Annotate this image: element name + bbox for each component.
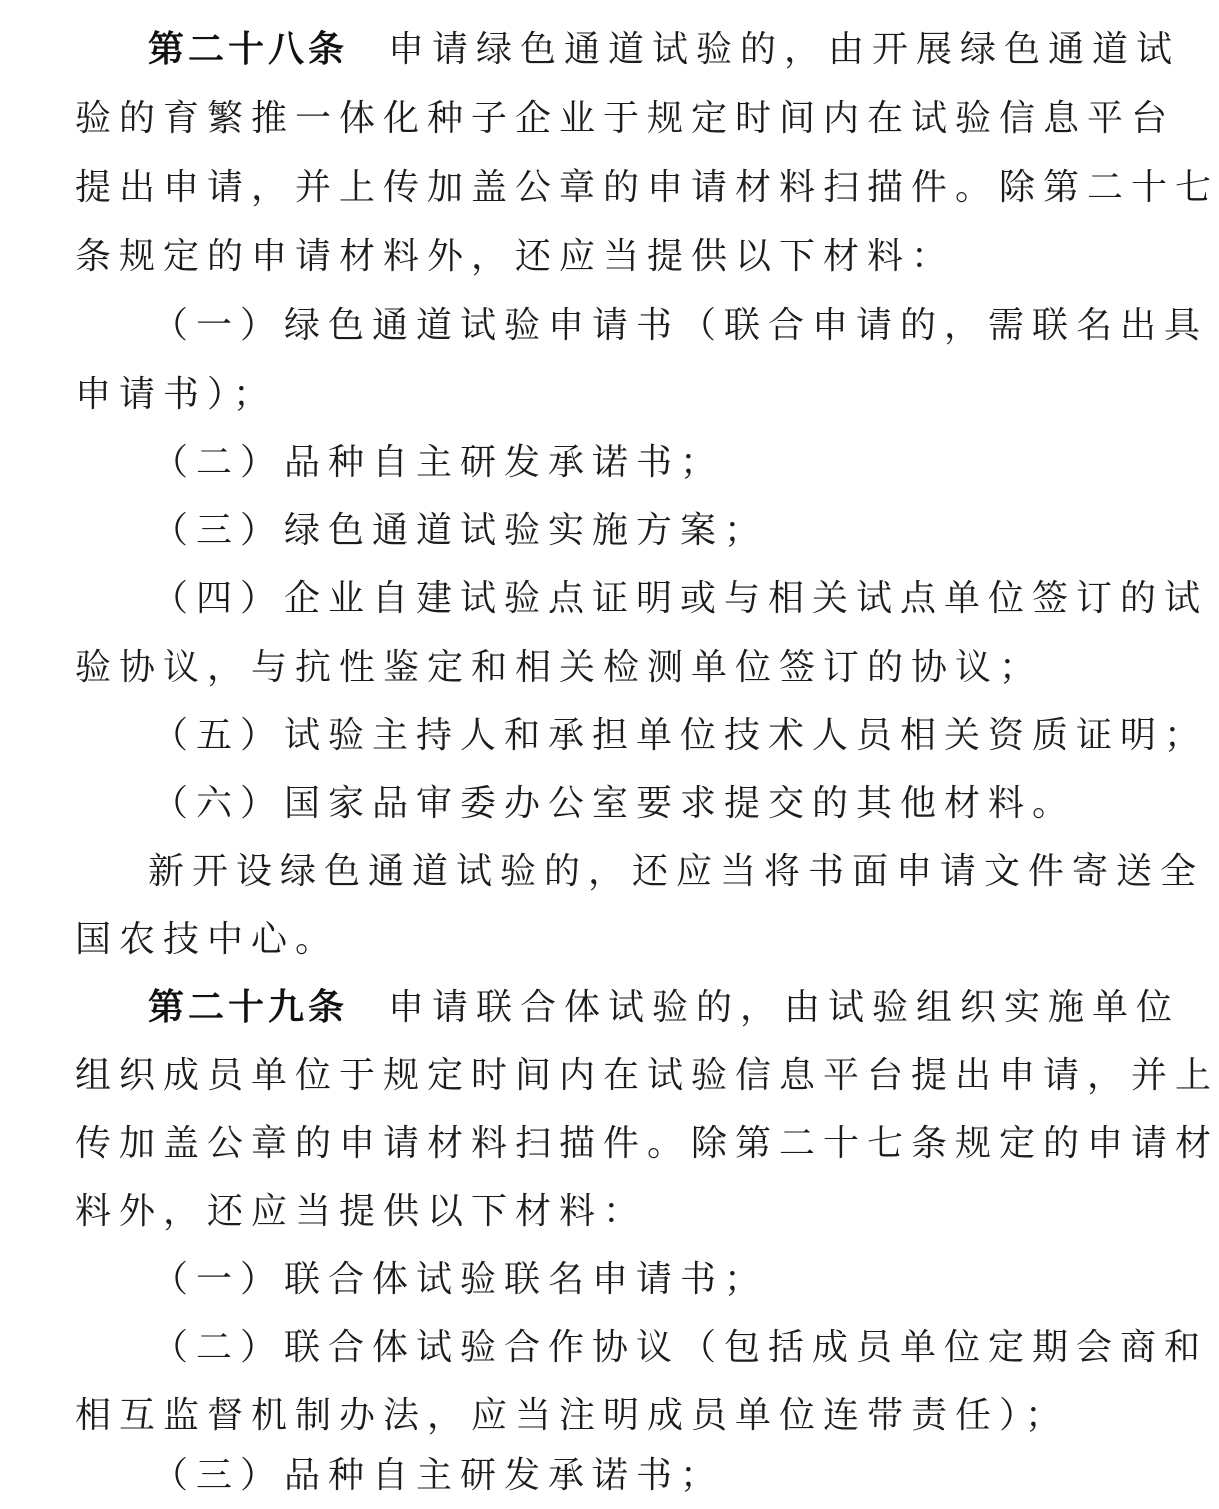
article-28-heading-line — [148, 17, 1180, 83]
article-28-item-1: （一）绿色通道试验申请书（联合申请的，需联名出具 — [152, 305, 1209, 346]
article-28-text-line: 验的育繁推一体化种子企业于规定时间内在试验信息平台 — [75, 98, 1176, 139]
article-28-item-4: （四）企业自建试验点证明或与相关试点单位签订的试 — [152, 578, 1209, 619]
article-28-closing-line: 新开设绿色通道试验的，还应当将书面申请文件寄送全 — [148, 851, 1205, 892]
article-28-item-2: （二）品种自主研发承诺书； — [152, 442, 725, 483]
article-29-item-3: （三）品种自主研发承诺书； — [152, 1455, 725, 1496]
article-28-item-3: （三）绿色通道试验实施方案； — [152, 510, 769, 551]
article-29-heading-line — [148, 975, 1180, 1041]
article-29-text-line: 组织成员单位于规定时间内在试验信息平台提出申请，并上 — [75, 1055, 1219, 1096]
article-29-first-line: 申请联合体试验的，由试验组织实施单位 — [388, 987, 1181, 1028]
article-28-number: 第二十八条 — [148, 29, 349, 70]
article-28-item-6: （六）国家品审委办公室要求提交的其他材料。 — [152, 783, 1077, 824]
article-29-text-line: 传加盖公章的申请材料扫描件。除第二十七条规定的申请材 — [75, 1123, 1219, 1164]
article-28-item-4-cont: 验协议，与抗性鉴定和相关检测单位签订的协议； — [75, 647, 1044, 688]
article-28-text-line: 提出申请，并上传加盖公章的申请材料扫描件。除第二十七 — [75, 167, 1219, 208]
article-28-closing-cont: 国农技中心。 — [75, 919, 340, 960]
article-29-item-2: （二）联合体试验合作协议（包括成员单位定期会商和 — [152, 1327, 1209, 1368]
article-29-text-line: 料外，还应当提供以下材料： — [75, 1191, 648, 1232]
article-28-text-line: 条规定的申请材料外，还应当提供以下材料： — [75, 236, 956, 277]
article-28-first-line: 申请绿色通道试验的，由开展绿色通道试 — [388, 29, 1181, 70]
article-29-item-1: （一）联合体试验联名申请书； — [152, 1259, 769, 1300]
article-29-item-2-cont: 相互监督机制办法，应当注明成员单位连带责任）； — [75, 1395, 1070, 1436]
article-28-item-5: （五）试验主持人和承担单位技术人员相关资质证明； — [152, 715, 1209, 756]
article-28-item-1-cont: 申请书）； — [75, 374, 278, 415]
article-29-number: 第二十九条 — [148, 987, 349, 1028]
